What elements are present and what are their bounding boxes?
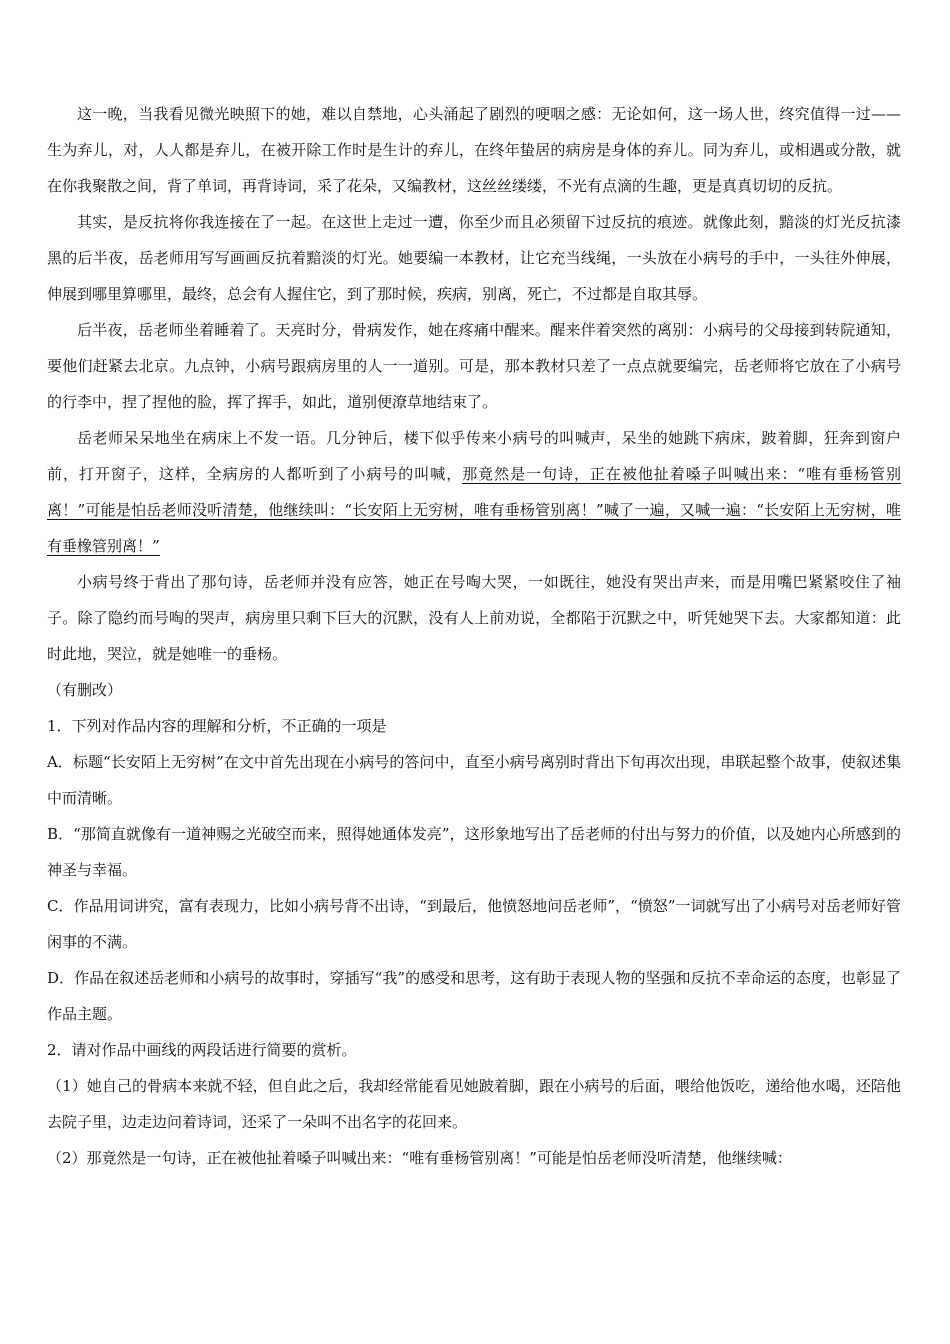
document-page bbox=[47, 96, 901, 1176]
question-2-part-1: （1）她自己的骨病本来就不轻，但自此之后，我却经常能看见她跛着脚，跟在小病号的后面，喂给他饭吃，递给他水喝，还陪他去院子里，边走边问着诗词，还采了一朵叫不出名字的花回来。 bbox=[47, 1077, 901, 1131]
passage-paragraph-4 bbox=[47, 420, 901, 564]
question-1-option-b: B．“那简直就像有一道神赐之光破空而来，照得她通体发亮”，这形象地写出了岳老师的付出与努力的价值，以及她内心所感到的神圣与幸福。 bbox=[47, 825, 901, 879]
underlined-passage: 那竟然是一句诗，正在被他扯着嗓子叫喊出来：“唯有垂杨管别离！”可能是怕岳老师没听清楚，他继续叫：“长安陌上无穷树，唯有垂杨管别离！”喊了一遍，又喊一遍：“长安陌上无穷树，唯有垂橡管别离！” bbox=[47, 465, 901, 555]
passage-paragraph-5: 小病号终于背出了那句诗，岳老师并没有应答，她正在号啕大哭，一如既往，她没有哭出声来，而是用嘴巴紧紧咬住了袖子。除了隐约而号啕的哭声，病房里只剩下巨大的沉默，没有人上前劝说，全都陷于沉默之中，听凭她哭下去。大家都知道：此时此地，哭泣，就是她唯一的垂杨。 bbox=[47, 573, 901, 663]
question-1-option-d: D．作品在叙述岳老师和小病号的故事时，穿插写“我”的感受和思考，这有助于表现人物的坚强和反抗不幸命运的态度，也彰显了作品主题。 bbox=[47, 969, 901, 1023]
passage-paragraph-2: 其实，是反抗将你我连接在了一起。在这世上走过一遭，你至少而且必须留下过反抗的痕迹。就像此刻，黯淡的灯光反抗漆黑的后半夜，岳老师用写写画画反抗着黯淡的灯光。她要编一本教材，让它充当线绳，一头放在小病号的手中，一头往外伸展，伸展到哪里算哪里，最终，总会有人握住它，到了那时候，疾病，别离，死亡，不过都是自取其辱。 bbox=[47, 213, 901, 303]
question-1-option-a: A．标题“长安陌上无穷树”在文中首先出现在小病号的答问中，直至小病号离别时背出下旬再次出现，串联起整个故事，使叙述集中而清晰。 bbox=[47, 753, 901, 807]
passage-paragraph-1: 这一晚，当我看见微光映照下的她，难以自禁地，心头涌起了剧烈的哽咽之感：无论如何，这一场人世，终究值得一过——生为弃儿，对，人人都是弃儿，在被开除工作时是生计的弃儿，在终年蛰居的病房是身体的弃儿。同为弃儿，或相遇或分散，就在你我聚散之间，背了单词，再背诗词，采了花朵，又编教材，这丝丝缕缕，不光有点滴的生趣，更是真真切切的反抗。 bbox=[47, 105, 901, 195]
passage-paragraph-3: 后半夜，岳老师坐着睡着了。天亮时分，骨病发作，她在疼痛中醒来。醒来伴着突然的离别：小病号的父母接到转院通知，要他们赶紧去北京。九点钟，小病号跟病房里的人一一道别。可是，那本教材只差了一点点就要编完，岳老师将它放在了小病号的行李中，捏了捏他的脸，挥了挥手，如此，道别便潦草地结束了。 bbox=[47, 321, 901, 411]
question-1-option-c: C．作品用词讲究，富有表现力，比如小病号背不出诗，“到最后，他愤怒地问岳老师”，“愤怒”一词就写出了小病号对岳老师好管闲事的不满。 bbox=[47, 897, 901, 951]
question-1-stem: 1．下列对作品内容的理解和分析，不正确的一项是 bbox=[47, 717, 387, 735]
question-2-stem: 2．请对作品中画线的两段话进行简要的赏析。 bbox=[47, 1041, 357, 1059]
paragraph-4-text: 岳老师呆呆地坐在病床上不发一语。几分钟后，楼下似乎传来小病号的叫喊声，呆坐的她跳下病床，跛着脚，狂奔到窗户前，打开窗子，这样，全病房的人都听到了小病号的叫喊， bbox=[47, 429, 901, 483]
edit-note: （有删改） bbox=[47, 681, 123, 699]
question-2-part-2: （2）那竟然是一句诗，正在被他扯着嗓子叫喊出来：“唯有垂杨管别离！”可能是怕岳老师没听清楚，他继续喊： bbox=[47, 1149, 792, 1167]
